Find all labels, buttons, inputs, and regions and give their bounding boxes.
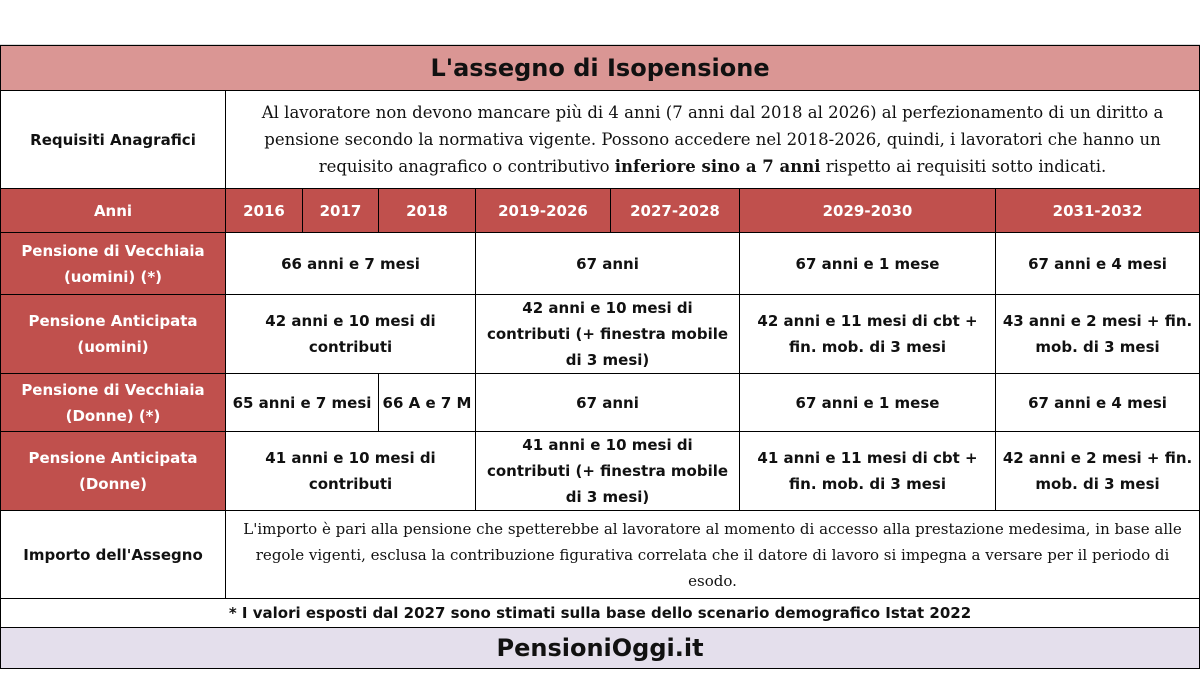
requisiti-text	[226, 91, 1200, 189]
title-row	[1, 46, 1200, 91]
footer-row	[1, 628, 1200, 669]
requisiti-text-after: rispetto ai requisiti sotto indicati.	[820, 157, 1107, 176]
header-year-2027-2028: 2027-2028	[611, 189, 740, 233]
table-row	[1, 295, 1200, 374]
header-year-2029-2030: 2029-2030	[740, 189, 996, 233]
table-title: L'assegno di Isopensione	[1, 46, 1200, 91]
cell-anticipata-uomini-2031-2032: 43 anni e 2 mesi + fin. mob. di 3 mesi	[996, 295, 1200, 374]
footer-brand: PensioniOggi.it	[1, 628, 1200, 669]
cell-vecchiaia-uomini-2019-2028: 67 anni	[476, 233, 740, 295]
cell-vecchiaia-donne-2018: 66 A e 7 M	[379, 374, 476, 432]
table-row	[1, 432, 1200, 511]
header-anni: Anni	[1, 189, 226, 233]
header-year-2017: 2017	[303, 189, 379, 233]
header-row	[1, 189, 1200, 233]
requisiti-text-before: Al lavoratore non devono mancare più di 4 anni (7 anni dal 2018 al 2026) al perfezionamento di un diritto a pensione secondo la normativa vigente. Possono accedere nel 2018-2026, quindi, i lavoratori che hanno un requisito anagrafico o contributivo	[261, 103, 1164, 176]
isopensione-table	[0, 45, 1200, 669]
header-year-2019-2026: 2019-2026	[476, 189, 611, 233]
isopensione-table-frame	[0, 44, 1200, 662]
table-row	[1, 233, 1200, 295]
cell-vecchiaia-donne-2019-2028: 67 anni	[476, 374, 740, 432]
cell-vecchiaia-donne-2029-2030: 67 anni e 1 mese	[740, 374, 996, 432]
cell-vecchiaia-donne-2016-2017: 65 anni e 7 mesi	[226, 374, 379, 432]
row-label-vecchiaia-donne: Pensione di Vecchiaia (Donne) (*)	[1, 374, 226, 432]
importo-text: L'importo è pari alla pensione che spetterebbe al lavoratore al momento di accesso alla prestazione medesima, in base alle regole vigenti, esclusa la contribuzione figurativa correlata che il datore di lavoro si impegna a versare per il periodo di esodo.	[226, 511, 1200, 599]
cell-vecchiaia-donne-2031-2032: 67 anni e 4 mesi	[996, 374, 1200, 432]
cell-vecchiaia-uomini-2031-2032: 67 anni e 4 mesi	[996, 233, 1200, 295]
row-label-vecchiaia-uomini: Pensione di Vecchiaia (uomini) (*)	[1, 233, 226, 295]
row-label-anticipata-donne: Pensione Anticipata (Donne)	[1, 432, 226, 511]
cell-anticipata-donne-2019-2028: 41 anni e 10 mesi di contributi (+ finestra mobile di 3 mesi)	[476, 432, 740, 511]
importo-row	[1, 511, 1200, 599]
footnote: * I valori esposti dal 2027 sono stimati sulla base dello scenario demografico Istat 2022	[1, 599, 1200, 628]
cell-vecchiaia-uomini-2016-2018: 66 anni e 7 mesi	[226, 233, 476, 295]
row-label-anticipata-uomini: Pensione Anticipata (uomini)	[1, 295, 226, 374]
note-row	[1, 599, 1200, 628]
importo-label: Importo dell'Assegno	[1, 511, 226, 599]
header-year-2016: 2016	[226, 189, 303, 233]
cell-vecchiaia-uomini-2029-2030: 67 anni e 1 mese	[740, 233, 996, 295]
header-year-2031-2032: 2031-2032	[996, 189, 1200, 233]
requisiti-label: Requisiti Anagrafici	[1, 91, 226, 189]
cell-anticipata-uomini-2019-2028: 42 anni e 10 mesi di contributi (+ finestra mobile di 3 mesi)	[476, 295, 740, 374]
table-row	[1, 374, 1200, 432]
header-year-2018: 2018	[379, 189, 476, 233]
cell-anticipata-donne-2029-2030: 41 anni e 11 mesi di cbt + fin. mob. di 3 mesi	[740, 432, 996, 511]
cell-anticipata-uomini-2016-2018: 42 anni e 10 mesi di contributi	[226, 295, 476, 374]
cell-anticipata-donne-2031-2032: 42 anni e 2 mesi + fin. mob. di 3 mesi	[996, 432, 1200, 511]
cell-anticipata-uomini-2029-2030: 42 anni e 11 mesi di cbt + fin. mob. di 3 mesi	[740, 295, 996, 374]
requisiti-text-bold: inferiore sino a 7 anni	[614, 157, 821, 176]
requisiti-row	[1, 91, 1200, 189]
cell-anticipata-donne-2016-2018: 41 anni e 10 mesi di contributi	[226, 432, 476, 511]
